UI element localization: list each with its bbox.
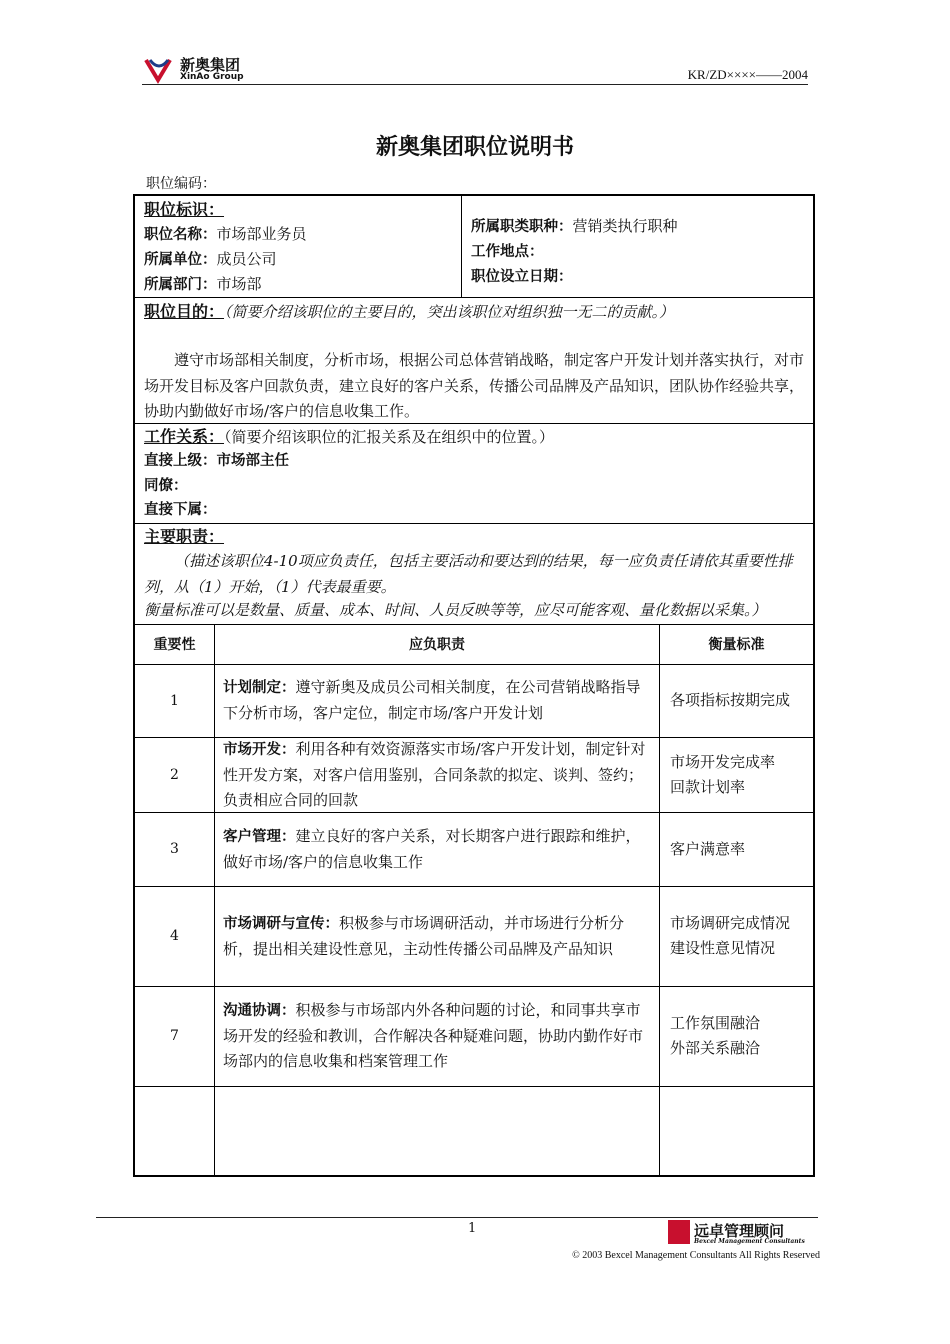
measure-line: 回款计划率 [670, 777, 746, 796]
divider [135, 523, 813, 524]
duty-measure [670, 664, 810, 737]
purpose-text: 遵守市场部相关制度，分析市场，根据公司总体营销战略，制定客户开发计划并落实执行，对市场开发目标及客户回款负责，建立良好的客户关系，传播公司品牌及产品知识，团队协作经验共享，协助内勤做好市场/客户的信息收集工作。 [144, 351, 805, 420]
footer-divider [96, 1217, 818, 1218]
col-importance-header: 重要性 [153, 637, 196, 653]
duty-description [223, 812, 653, 886]
duties-measure-hint: 衡量标准可以是数量、质量、成本、时间、人员反映等等，应尽可能客观、量化数据以采集。） [144, 601, 767, 619]
duties-heading: 主要职责： [144, 527, 225, 546]
document-code: KR/ZD××××——2004 [687, 67, 808, 82]
position-unit [144, 247, 277, 273]
duty-description [223, 886, 653, 986]
duty-title: 计划制定： [223, 680, 296, 696]
position-category [471, 214, 678, 240]
peers: 同僚： [144, 478, 188, 494]
purpose-heading: 职位目的： [144, 302, 225, 321]
consultant-logo [668, 1220, 818, 1246]
col-measure-header: 衡量标准 [708, 637, 765, 653]
measure-line: 外部关系融洽 [670, 1039, 761, 1057]
relations-header [144, 424, 554, 450]
duty-measure [670, 737, 810, 812]
position-name-label: 职位名称： [144, 227, 217, 243]
copyright: © 2003 Bexcel Management Consultants All Rights Reserved [572, 1250, 820, 1261]
position-dept-value: 市场部 [216, 275, 262, 293]
duty-description [223, 664, 653, 737]
measure-line: 建设性意见情况 [670, 939, 776, 957]
duty-text: 利用各种有效资源落实市场/客户开发计划，制定针对性开发方案，对客户信用鉴别，合同条款的拟定、谈判、签约；负责相应合同的回款 [223, 739, 646, 809]
measure-line: 各项指标按期完成 [670, 691, 791, 709]
measure-line: 市场开发完成率 [670, 752, 776, 771]
duty-title: 市场调研与宣传： [223, 915, 339, 932]
position-name [144, 222, 307, 248]
divider [659, 624, 660, 1177]
position-category-value: 营销类执行职种 [572, 217, 678, 235]
setup-date-label: 职位设立日期： [471, 269, 573, 285]
position-name-value: 市场部业务员 [216, 225, 307, 243]
duty-measure [670, 812, 810, 886]
position-dept [144, 272, 262, 298]
header-divider [142, 84, 808, 85]
bexcel-logo-icon [668, 1220, 690, 1244]
purpose-header [144, 299, 674, 325]
duty-text: 积极参与市场调研活动，并市场进行分析分析，提出相关建设性意见，主动性传播公司品牌及产品知识 [223, 913, 625, 958]
duty-description [223, 986, 653, 1086]
duty-rank: 3 [170, 841, 179, 857]
col-duty-header: 应负职责 [409, 637, 465, 653]
duty-rank: 7 [170, 1028, 179, 1044]
company-logo [144, 52, 254, 86]
measure-line: 市场调研完成情况 [670, 914, 791, 932]
consultant-name-cn: 远卓管理顾问 [694, 1222, 785, 1240]
company-name-en: XinAo Group [180, 72, 244, 82]
measure-line: 工作氛围融洽 [670, 1014, 761, 1032]
duty-title: 客户管理： [223, 828, 296, 845]
company-name-cn: 新奥集团 [180, 56, 241, 74]
duty-text: 建立良好的客户关系，对长期客户进行跟踪和维护，做好市场/客户的信息收集工作 [223, 826, 641, 871]
direct-subordinates: 直接下属： [144, 502, 217, 518]
divider [135, 1086, 813, 1087]
position-dept-label: 所属部门： [144, 277, 217, 293]
position-code-label: 职位编码： [146, 176, 216, 192]
duty-rank: 1 [170, 692, 179, 709]
divider [461, 196, 462, 297]
duties-hint: （描述该职位4-10项应负责任，包括主要活动和要达到的结果，每一应负责任请依其重要性排列，从（1）开始，（1）代表最重要。 [144, 552, 793, 596]
page-number: 1 [468, 1221, 477, 1236]
position-category-label: 所属职类职种： [471, 219, 573, 235]
position-unit-value: 成员公司 [216, 250, 277, 268]
measure-line: 客户满意率 [670, 839, 746, 858]
direct-superior: 直接上级：市场部主任 [144, 453, 289, 469]
duty-title: 沟通协调： [223, 1003, 296, 1019]
duty-rank: 2 [170, 766, 179, 783]
work-location-label: 工作地点： [471, 244, 544, 260]
duty-measure [670, 886, 810, 986]
duty-text: 遵守新奥及成员公司相关制度，在公司营销战略指导下分析市场，客户定位，制定市场/客户开发计划 [223, 678, 641, 722]
job-description-form [133, 194, 815, 1177]
divider [214, 624, 215, 1177]
position-unit-label: 所属单位： [144, 252, 217, 268]
duty-title: 市场开发： [223, 741, 296, 758]
identity-heading: 职位标识： [144, 200, 225, 219]
duty-rank: 4 [170, 928, 179, 944]
relations-hint: （简要介绍该职位的汇报关系及在组织中的位置。） [224, 428, 555, 446]
consultant-name-en: Bexcel Management Consultants [694, 1238, 805, 1245]
purpose-hint: （简要介绍该职位的主要目的，突出该职位对组织独一无二的贡献。） [224, 303, 675, 321]
relations-heading: 工作关系： [144, 427, 225, 446]
duty-text: 积极参与市场部内外各种问题的讨论，和同事共享市场开发的经验和教训，合作解决各种疑难问题，协助内勤作好市场部内的信息收集和档案管理工作 [223, 1001, 644, 1070]
duty-measure [670, 986, 810, 1086]
page-title: 新奥集团职位说明书 [375, 134, 574, 160]
xinao-logo-icon [144, 56, 174, 84]
duty-description [223, 737, 653, 812]
